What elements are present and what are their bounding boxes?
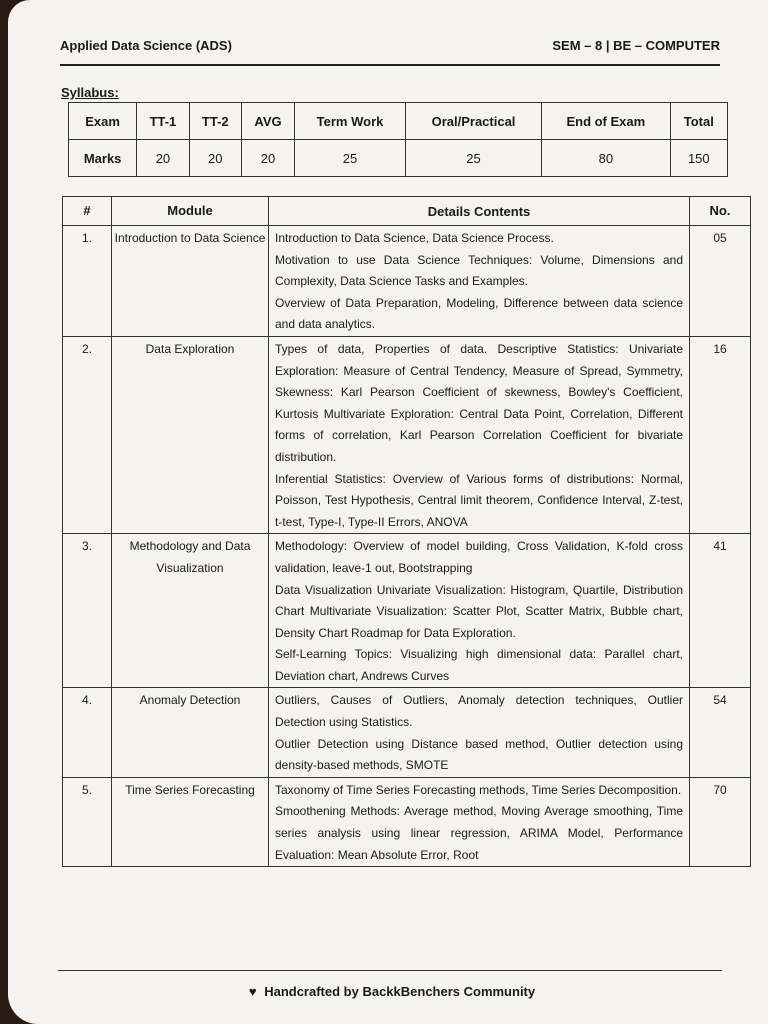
- page-footer: [8, 984, 768, 999]
- module-name: Data Exploration: [112, 336, 269, 533]
- marks-value-cell: 20: [241, 140, 294, 177]
- marks-header-cell: TT-2: [189, 103, 241, 140]
- module-number: 2.: [63, 336, 112, 533]
- marks-value-cell: 20: [189, 140, 241, 177]
- details-paragraph: Outliers, Causes of Outliers, Anomaly detection techniques, Outlier Detection using Statistics.: [275, 693, 683, 730]
- module-details: [269, 777, 690, 866]
- module-number: 5.: [63, 777, 112, 866]
- marks-header-cell: Total: [670, 103, 727, 140]
- header-details: Details Contents: [269, 197, 690, 226]
- details-paragraph: Taxonomy of Time Series Forecasting methods, Time Series Decomposition.: [275, 782, 682, 797]
- marks-value-cell: 25: [405, 140, 541, 177]
- module-details: [269, 336, 690, 533]
- marks-value-cell: 150: [670, 140, 727, 177]
- module-number: 4.: [63, 688, 112, 777]
- module-hours: 41: [690, 534, 751, 688]
- syllabus-table: [62, 196, 751, 867]
- module-hours: 05: [690, 226, 751, 337]
- module-number: 1.: [63, 226, 112, 337]
- module-name: Introduction to Data Science: [112, 226, 269, 337]
- marks-header-cell: AVG: [241, 103, 294, 140]
- module-details: [269, 688, 690, 777]
- details-paragraph: Data Visualization Univariate Visualization: Histogram, Quartile, Distribution Chart Multivariate Visualization: Scatter Plot, Scatter Matrix, Bubble chart, Density Chart Roadmap for Data Exploration.: [275, 582, 683, 640]
- details-paragraph: Motivation to use Data Science Techniques: Volume, Dimensions and Complexity, Data Science Tasks and Examples.: [275, 252, 683, 289]
- subject-title: Applied Data Science (ADS): [60, 38, 232, 53]
- table-row: [63, 688, 751, 777]
- marks-header-cell: Exam: [69, 103, 137, 140]
- header-divider: [60, 64, 720, 66]
- table-row: [63, 226, 751, 337]
- syllabus-heading: Syllabus:: [61, 85, 119, 100]
- module-name: Methodology and Data Visualization: [112, 534, 269, 688]
- marks-value-cell: 20: [137, 140, 189, 177]
- marks-header-cell: Term Work: [295, 103, 406, 140]
- page-header: [60, 38, 720, 53]
- module-details: [269, 534, 690, 688]
- details-paragraph: Methodology: Overview of model building, Cross Validation, K-fold cross validation, leave-1 out, Bootstrapping: [275, 539, 683, 575]
- footer-text: Handcrafted by BackkBenchers Community: [264, 984, 536, 999]
- details-paragraph: Types of data, Properties of data. Descriptive Statistics: Univariate Exploration: Measure of Central Tendency, Measure of Spread, Symmetry, Skewness: Karl Pearson Coefficient of skewness, Bowley's Coefficient, Kurtosis Multivariate Exploration: Central Data Point, Correlation, Different forms of correlation, Karl Pearson Correlation Coefficient for bivariate distribution.: [275, 341, 683, 464]
- marks-header-cell: Oral/Practical: [405, 103, 541, 140]
- heart-icon: ♥: [248, 984, 257, 999]
- details-paragraph: Introduction to Data Science, Data Science Process.: [275, 231, 554, 245]
- header-hours: No.: [690, 197, 751, 226]
- marks-value-cell: 25: [295, 140, 406, 177]
- semester-label: SEM – 8 | BE – COMPUTER: [552, 38, 720, 53]
- document-page: [8, 0, 768, 1024]
- footer-divider: [58, 970, 722, 971]
- syllabus-header-row: [63, 197, 751, 226]
- details-paragraph: Inferential Statistics: Overview of Various forms of distributions: Normal, Poisson, Test Hypothesis, Central limit theorem, Confidence Interval, Z-test, t-test, Type-I, Type-II Errors, ANOVA: [275, 471, 683, 529]
- marks-row-label: Marks: [69, 140, 137, 177]
- details-paragraph: Outlier Detection using Distance based method, Outlier detection using density-based methods, SMOTE: [275, 736, 683, 773]
- module-hours: 16: [690, 336, 751, 533]
- marks-value-row: [69, 140, 728, 177]
- table-row: [63, 777, 751, 866]
- header-number: #: [63, 197, 112, 226]
- module-name: Time Series Forecasting: [112, 777, 269, 866]
- module-hours: 54: [690, 688, 751, 777]
- table-row: [63, 534, 751, 688]
- details-paragraph: Overview of Data Preparation, Modeling, Difference between data science and data analytics.: [275, 295, 683, 332]
- marks-header-cell: End of Exam: [542, 103, 671, 140]
- details-paragraph: Smoothening Methods: Average method, Moving Average smoothing, Time series analysis using linear regression, ARIMA Model, Performance Evaluation: Mean Absolute Error, Root: [275, 804, 683, 862]
- marks-value-cell: 80: [542, 140, 671, 177]
- marks-table: [68, 102, 728, 177]
- module-hours: 70: [690, 777, 751, 866]
- marks-header-cell: TT-1: [137, 103, 189, 140]
- table-row: [63, 336, 751, 533]
- header-module: Module: [112, 197, 269, 226]
- module-name: Anomaly Detection: [112, 688, 269, 777]
- module-details: [269, 226, 690, 337]
- module-number: 3.: [63, 534, 112, 688]
- details-paragraph: Self-Learning Topics: Visualizing high dimensional data: Parallel chart, Deviation chart, Andrews Curves: [275, 647, 683, 683]
- marks-header-row: [69, 103, 728, 140]
